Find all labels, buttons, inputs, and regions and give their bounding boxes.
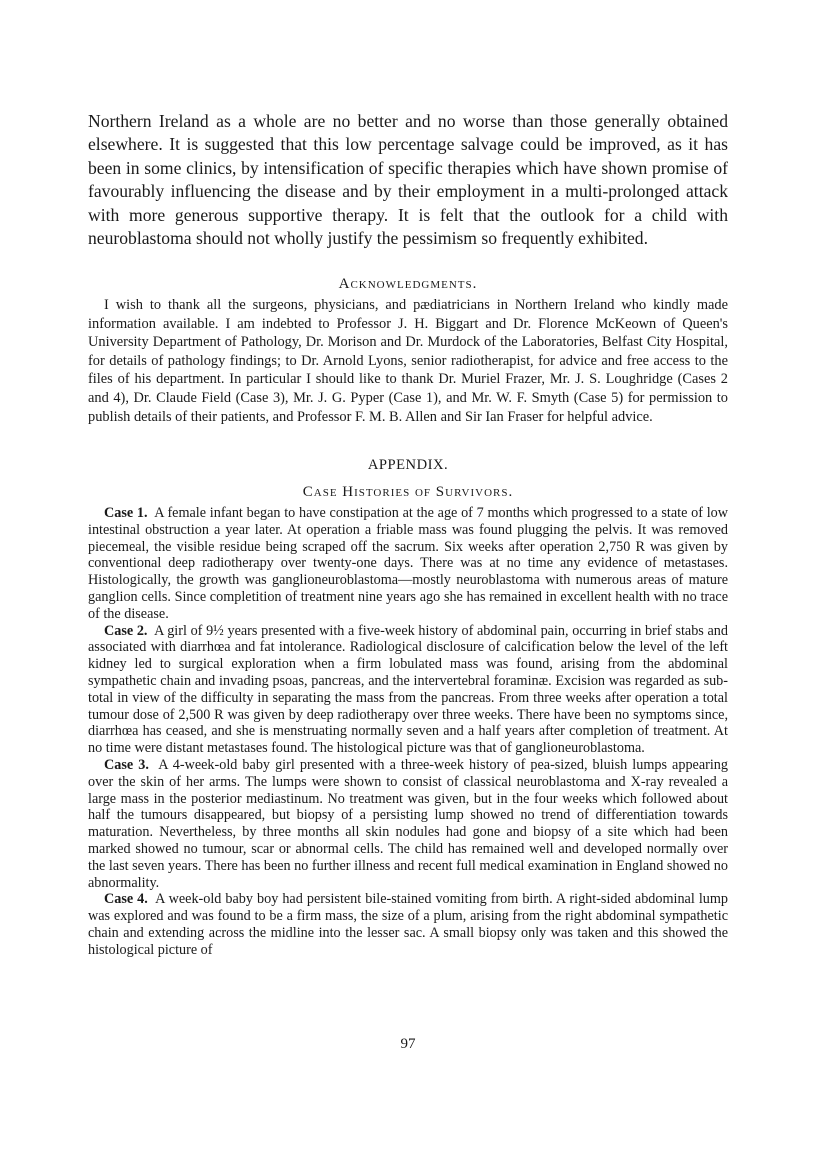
acknowledgments-text: I wish to thank all the surgeons, physicians, and pædiatricians in Northern Ireland who kindly made information available. I am indebted to Professor J. H. Biggart and Dr. Florence McKeown of Queen's University Department of Pathology, Dr. Morison and Dr. Murdock of the Laboratories, Belfast City Hospital, for details of pathology findings; to Dr. Arnold Lyons, senior radiotherapist, for advice and free access to the files of his department. In particular I should like to thank Dr. Muriel Frazer, Mr. J. S. Loughridge (Cases 2 and 4), Dr. Claude Field (Case 3), Mr. J. G. Pyper (Case 1), and Mr. W. F. Smyth (Case 5) for permission to publish details of their patients, and Professor F. M. B. Allen and Sir Ian Fraser for helpful advice.	[88, 297, 728, 425]
case-paragraph	[88, 623, 728, 757]
case-label: Case 4.	[104, 891, 148, 908]
page-number: 97	[400, 1036, 416, 1052]
case-label: Case 2.	[104, 622, 148, 639]
appendix-heading: APPENDIX.	[367, 457, 449, 473]
case-label: Case 1.	[104, 505, 148, 521]
acknowledgments-heading: Acknowledgments.	[338, 276, 478, 292]
case-text: A week-old baby boy had persistent bile-stained vomiting from birth. A right-sided abdominal lump was explored and was found to be a firm mass, the size of a plum, arising from the right abdominal sympathetic chain and extending across the midline into the lesser sac. A small biopsy only was taken and this showed the histological picture of	[88, 891, 728, 958]
case-paragraph	[88, 757, 728, 891]
case-histories	[88, 505, 728, 959]
case-histories-heading: Case Histories of Survivors.	[302, 484, 514, 500]
case-text: A female infant began to have constipation at the age of 7 months which progressed to a state of low intestinal obstruction a year later. At operation a friable mass was found plugging the pelvis. It was removed piecemeal, the visible residue being scraped off the sacrum. Six weeks after operation 2,750 R was given by conventional deep radiotherapy over twenty-one days. There was at no time any evidence of metastases. Histologically, the growth was ganglioneuroblastoma—mostly neuroblastoma with numerous areas of mature ganglion cells. Since completition of treatment nine years ago she has remained in excellent health with no trace of the disease.	[88, 505, 728, 622]
intro-paragraph	[88, 110, 728, 250]
case-text: A 4-week-old baby girl presented with a three-week history of pea-sized, bluish lumps appearing over the skin of her arms. The lumps were shown to consist of classical neuroblastoma and X-ray revealed a large mass in the posterior mediastinum. No treatment was given, but in the four weeks which followed about half the tumours disappeared, but biopsy of a persisting lump showed no trend of differentiation towards maturation. Nevertheless, by three months all skin nodules had gone and biopsy of a site which had been marked showed no tumour, scar or abnormal cells. The child has remained well and developed normally over the last seven years. There has been no further illness and recent full medical examination in England showed no abnormality.	[88, 756, 728, 891]
case-paragraph	[88, 505, 728, 623]
acknowledgments-body	[88, 296, 728, 426]
case-paragraph	[88, 891, 728, 958]
case-label: Case 3.	[104, 756, 149, 773]
intro-text: Northern Ireland as a whole are no better and no worse than those generally obtained elsewhere. It is suggested that this low percentage salvage could be improved, as it has been in some clinics, by intensification of specific therapies which have shown promise of favourably influencing the disease and by their employment in a multi-prolonged attack with more generous supportive therapy. It is felt that the outlook for a child with neuroblastoma should not wholly justify the pessimism so frequently exhibited.	[88, 111, 728, 249]
case-text: A girl of 9½ years presented with a five-week history of abdominal pain, occurring in brief stabs and associated with diarrhœa and fat intolerance. Radiological disclosure of calcification below the level of the left kidney led to surgical exploration when a firm lobulated mass was found, arising from the abdominal sympathetic chain and invading psoas, pancreas, and the intervertebral foraminæ. Excision was regarded as sub-total in view of the difficulty in separating the mass from the pancreas. From three weeks after operation a total tumour dose of 2,500 R was given by deep radiotherapy over three weeks. There have been no symptoms since, diarrhœa has ceased, and she is menstruating normally seven and a half years after completion of treatment. At no time were distant metastases found. The histological picture was that of ganglioneuroblastoma.	[88, 622, 728, 757]
